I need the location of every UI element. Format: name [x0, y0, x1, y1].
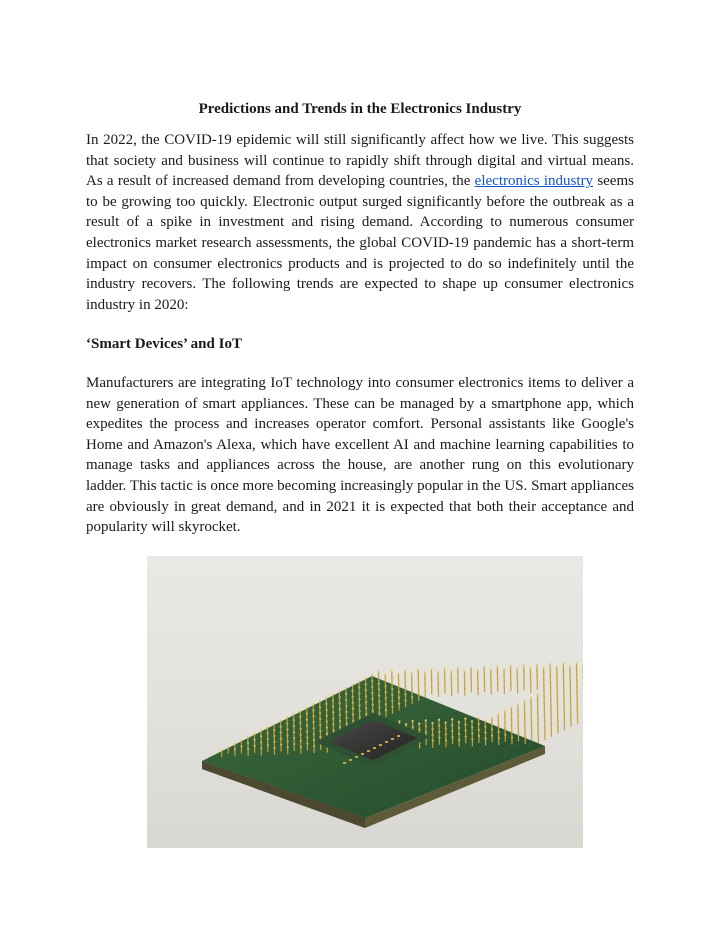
smart-devices-paragraph: Manufacturers are integrating IoT technology into consumer electronics items to deliver a new generation of smart appliances. These can be managed by a smartphone app, which expedites the process and increases operator comfort. Personal assistants like Google's Home and Amazon's Alexa, which have excellent AI and machine learning capabilities to manage tasks and appliances across the house, are another rung on this evolutionary ladder. This tactic is once more becoming increasingly popular in the US. Smart appliances are obviously in great demand, and in 2021 it is expected that both their acceptance and popularity will skyrocket.	[86, 375, 634, 536]
chip-pin-tip	[438, 719, 440, 721]
chip-pin-tip	[398, 720, 400, 722]
chip-pin-tip	[412, 720, 414, 722]
chip-pin-tip	[293, 713, 295, 715]
chip-pin-tip	[503, 668, 505, 670]
chip-pin-tip	[530, 697, 532, 699]
chip-pin-tip	[418, 723, 420, 725]
chip-pin-tip	[358, 680, 360, 682]
chip-pin-tip	[430, 668, 432, 670]
chip-pin-tip	[411, 672, 413, 674]
chip-pin-tip	[450, 670, 452, 672]
smd-component	[355, 756, 358, 758]
smd-component	[361, 753, 364, 755]
chip-pin-tip	[536, 664, 538, 666]
smd-component	[385, 741, 388, 743]
chip-pin-tip	[523, 700, 525, 702]
smd-component	[391, 738, 394, 740]
chip-pin-tip	[497, 713, 499, 715]
chip-pin-tip	[490, 669, 492, 671]
chip-pin-tip	[543, 666, 545, 668]
chip-pin-tip	[338, 690, 340, 692]
chip-pin-tip	[405, 723, 407, 725]
chip-pin-tip	[496, 665, 498, 667]
chip-pin-tip	[509, 665, 511, 667]
chip-pin-tip	[457, 667, 459, 669]
chip-pin-tip	[417, 669, 419, 671]
chip-pin-tip	[234, 743, 236, 745]
page-title: Predictions and Trends in the Electronics Industry	[198, 101, 522, 117]
chip-pin-tip	[470, 667, 472, 669]
chip-pin-tip	[371, 674, 373, 676]
smd-component	[397, 735, 400, 737]
chip-pin-tip	[240, 739, 242, 741]
smd-component	[343, 762, 346, 764]
chip-pin-tip	[463, 670, 465, 672]
electronics-industry-link[interactable]: electronics industry	[474, 173, 594, 190]
chip-pin-tip	[444, 668, 446, 670]
smd-component	[349, 759, 352, 761]
chip-pin-tip	[425, 719, 427, 721]
chip-pin-tip	[431, 722, 433, 724]
cpu-chip-icon	[147, 556, 583, 848]
chip-pin-tip	[491, 716, 493, 718]
chip-pin-tip	[260, 729, 262, 731]
chip-pin-tip	[345, 687, 347, 689]
chip-pin-tip	[332, 693, 334, 695]
chip-pin-tip	[523, 664, 525, 666]
smd-component	[379, 744, 382, 746]
chip-pin-tip	[445, 721, 447, 723]
chip-pin-tip	[325, 697, 327, 699]
chip-pin-tip	[471, 720, 473, 722]
chip-pin-tip	[484, 720, 486, 722]
chip-pin-tip	[510, 707, 512, 709]
chip-pin-tip	[319, 700, 321, 702]
chip-pin-tip	[221, 749, 223, 751]
chip-pin-tip	[483, 666, 485, 668]
chip-pin-tip	[247, 736, 249, 738]
chip-pin-tip	[562, 663, 564, 665]
chip-pin-tip	[266, 726, 268, 728]
chip-pin-tip	[529, 667, 531, 669]
chip-pin-tip	[549, 663, 551, 665]
chip-pin-tip	[504, 710, 506, 712]
chip-pin-tip	[437, 671, 439, 673]
chip-pin-tip	[279, 720, 281, 722]
chip-pin-tip	[424, 672, 426, 674]
chip-pin-tip	[404, 669, 406, 671]
chip-pin-tip	[464, 718, 466, 720]
chip-pin-tip	[582, 665, 583, 667]
chip-pin-tip	[451, 718, 453, 720]
chip-pin-tip	[227, 746, 229, 748]
chip-pin-tip	[517, 703, 519, 705]
chip-pin-tip	[286, 716, 288, 718]
intro-text-after-link: seems to be growing too quickly. Electronic output surged significantly before the outbreak as a result of a spike in investment and rising demand. According to numerous consumer electronics market research assessments, the global COVID-19 pandemic has a short-term impact on consumer electronics products and is projected to do so indefinitely until the industry recovers. The following trends are expected to shape up consumer electronics industry in 2020:	[86, 173, 634, 313]
chip-pin-tip	[351, 684, 353, 686]
chip-pin-tip	[364, 677, 366, 679]
chip-pin-tip	[458, 721, 460, 723]
chip-pin-tip	[312, 703, 314, 705]
chip-pin-tip	[569, 665, 571, 667]
chip-pin-tip	[253, 733, 255, 735]
section-heading: ‘Smart Devices’ and IoT	[86, 336, 242, 352]
chip-pin-tip	[556, 666, 558, 668]
chip-pin-tip	[384, 673, 386, 675]
chip-pin-tip	[391, 670, 393, 672]
chip-pin-tip	[536, 693, 538, 695]
chip-pin-tip	[477, 669, 479, 671]
intro-paragraph	[86, 130, 634, 315]
chip-pin-tip	[575, 662, 577, 664]
intro-text-before-link: In 2022, the COVID-19 epidemic will still significantly affect how we live. This suggests that society and business will continue to rapidly shift through digital and virtual means. As a result of increased demand from developing countries, the	[86, 132, 634, 190]
chip-pin-tip	[378, 671, 380, 673]
chip-pin-tip	[477, 717, 479, 719]
chip-pin-tip	[273, 723, 275, 725]
smd-component	[373, 747, 376, 749]
cpu-chip-image	[147, 556, 583, 848]
chip-pin-tip	[397, 673, 399, 675]
smd-component	[367, 750, 370, 752]
chip-pin-tip	[306, 707, 308, 709]
chip-pin-tip	[516, 668, 518, 670]
chip-pin-tip	[299, 710, 301, 712]
